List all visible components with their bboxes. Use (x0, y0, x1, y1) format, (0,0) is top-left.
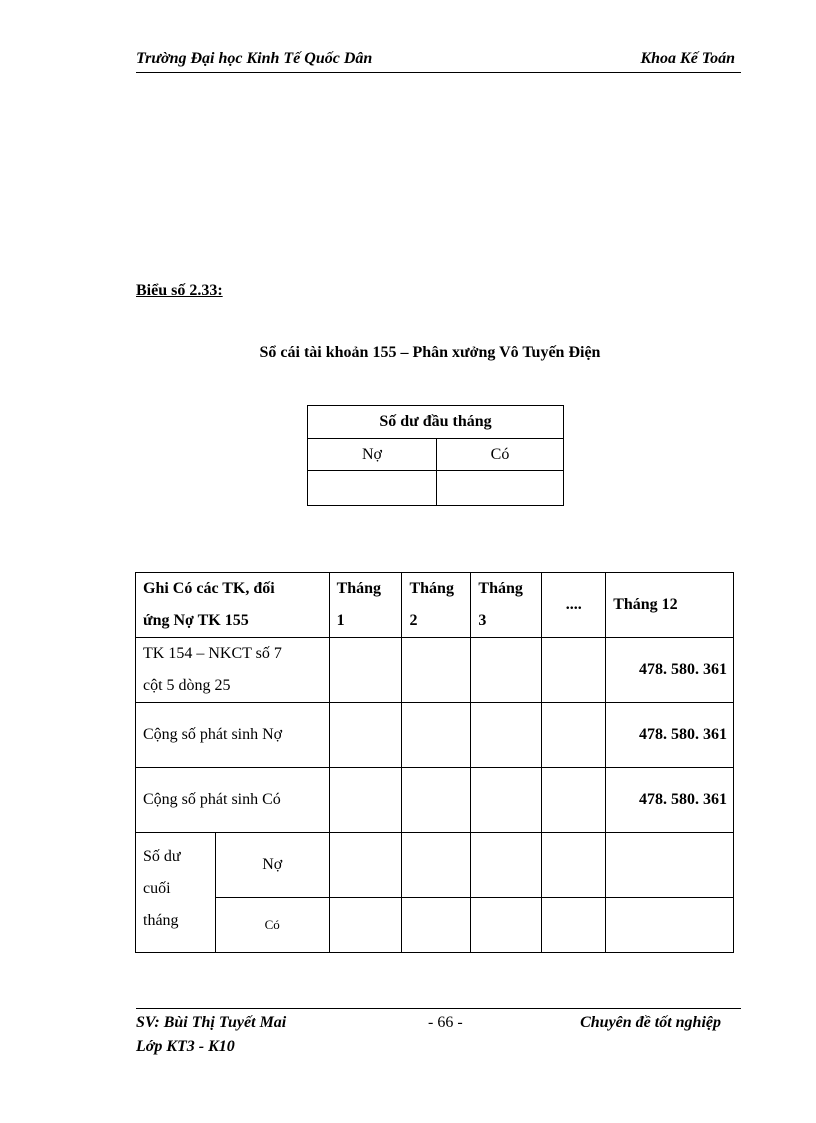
ledger-table (135, 572, 734, 953)
header-account-line1: Ghi Có các TK, đối (143, 580, 275, 597)
month-2-label: Tháng (409, 580, 454, 597)
opening-balance-heading: Số dư đầu tháng (308, 406, 564, 439)
row-nkct-line1: TK 154 – NKCT số 7 (143, 645, 282, 662)
month-3-number: 3 (478, 612, 487, 629)
ledger-title: Sổ cái tài khoản 155 – Phân xưởng Vô Tuyến Điện (259, 344, 601, 361)
month-2-number: 2 (409, 612, 418, 629)
header-month-2 (402, 573, 471, 638)
closing-l1: Số dư (143, 848, 181, 865)
opening-credit-header: Có (437, 439, 564, 471)
month-1-label: Tháng (336, 580, 382, 597)
table-caption: Biểu số 2.33: (136, 282, 223, 299)
row-debit-total-value: 478. 580. 361 (606, 703, 734, 768)
month-3-label: Tháng (478, 580, 523, 597)
header-month-12: Tháng 12 (606, 573, 734, 638)
footer-class: Lớp KT3 - K10 (136, 1038, 235, 1055)
opening-balance-table (307, 405, 564, 506)
row-credit-total-label: Cộng số phát sinh Có (136, 768, 330, 833)
footer-page-number: - 66 - (428, 1014, 463, 1031)
row-debit-total-label: Cộng số phát sinh Nợ (136, 703, 330, 768)
header-school: Trường Đại học Kinh Tế Quốc Dân (136, 50, 373, 67)
row-nkct-label (136, 638, 330, 703)
opening-credit-cell (437, 471, 564, 506)
month-1-number: 1 (336, 612, 345, 629)
page-header (136, 50, 741, 73)
header-ellipsis: .... (542, 573, 606, 638)
opening-debit-cell (308, 471, 437, 506)
opening-debit-header: Nợ (308, 439, 437, 471)
header-account-line2: ứng Nợ TK 155 (143, 612, 249, 629)
closing-balance-label (136, 833, 216, 953)
page-footer (136, 1008, 741, 1055)
footer-student: SV: Bùi Thị Tuyết Mai (136, 1014, 287, 1031)
closing-l3: tháng (143, 912, 179, 929)
header-month-3 (471, 573, 542, 638)
row-nkct-line2: cột 5 dòng 25 (143, 677, 231, 694)
closing-credit-label: Có (215, 898, 329, 953)
header-month-1 (329, 573, 402, 638)
footer-topic: Chuyên đề tốt nghiệp (580, 1014, 721, 1031)
row-credit-total-value: 478. 580. 361 (606, 768, 734, 833)
row-nkct-value: 478. 580. 361 (606, 638, 734, 703)
closing-l2: cuối (143, 880, 171, 897)
closing-debit-label: Nợ (215, 833, 329, 898)
header-account (136, 573, 330, 638)
header-faculty: Khoa Kế Toán (640, 50, 735, 67)
